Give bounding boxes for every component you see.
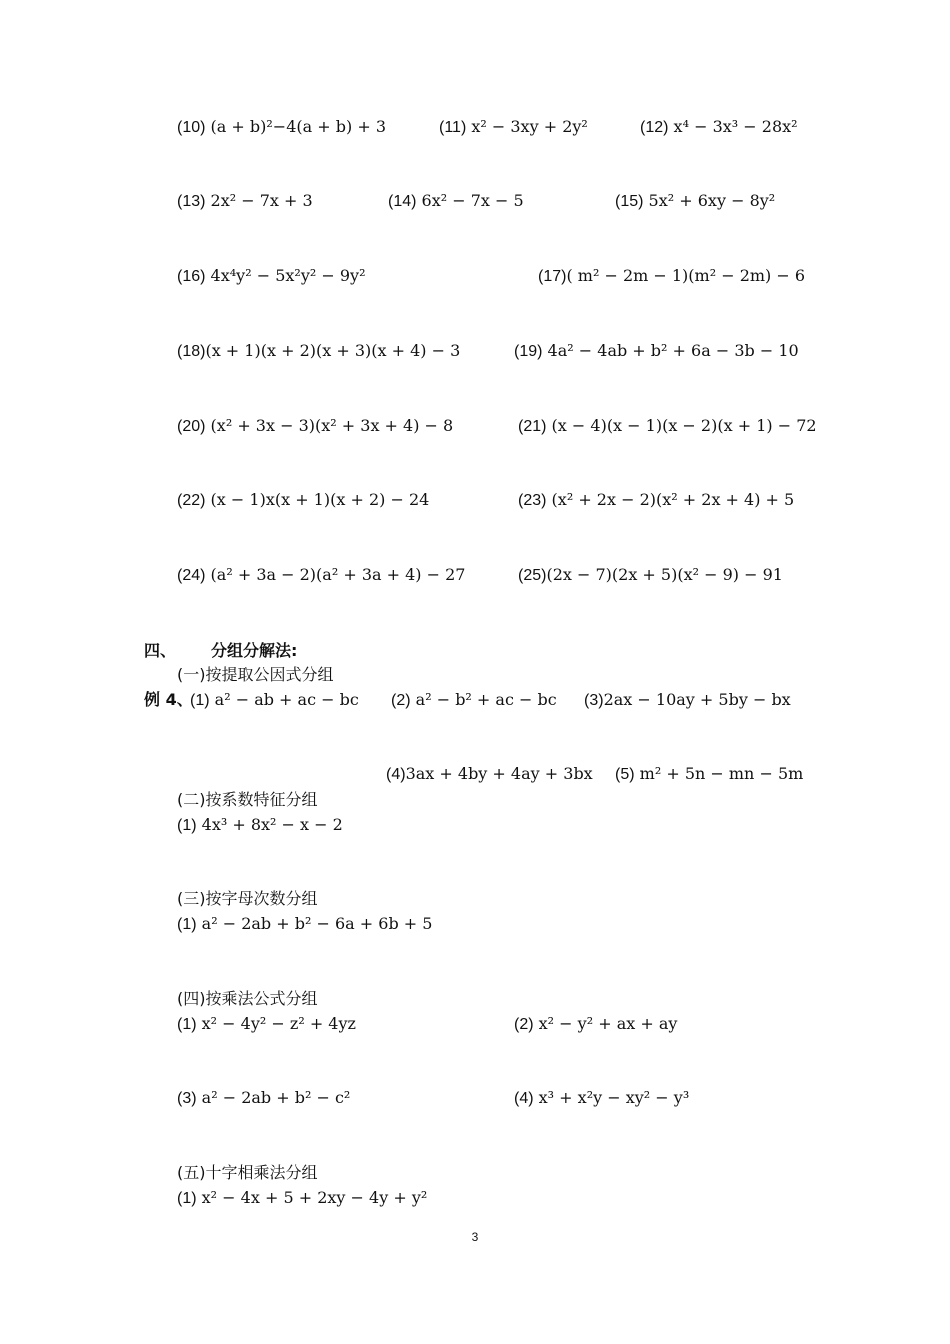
problem-expression: 2ax − 10ay + 5by − bx xyxy=(603,690,791,709)
problem-expression: 3ax + 4by + 4ay + 3bx xyxy=(405,764,593,783)
problem-label: (25) xyxy=(518,567,547,584)
problem-23 xyxy=(518,490,794,511)
problem-expression: (x − 1)x(x + 1)(x + 2) − 24 xyxy=(210,490,430,509)
problem-expression: a² − ab + ac − bc xyxy=(214,690,359,709)
subsection-5-problem-1 xyxy=(177,1188,427,1209)
problem-12 xyxy=(640,117,798,138)
example-4-5 xyxy=(615,764,803,785)
problem-label: (20) xyxy=(177,418,206,435)
problem-expression: 4x⁴y² − 5x²y² − 9y² xyxy=(210,266,366,285)
problem-label: (1) xyxy=(177,916,197,933)
section-4-number: 四、 xyxy=(144,641,177,660)
problem-expression: 2x² − 7x + 3 xyxy=(210,191,313,210)
problem-20 xyxy=(177,416,453,437)
problem-label: (18) xyxy=(177,343,206,360)
problem-expression: a² − 2ab + b² − c² xyxy=(201,1088,351,1107)
example-4-3 xyxy=(584,690,791,711)
problem-expression: 5x² + 6xy − 8y² xyxy=(648,191,776,210)
problem-label: (21) xyxy=(518,418,547,435)
problem-expression: a² − b² + ac − bc xyxy=(415,690,557,709)
problem-15 xyxy=(615,191,775,212)
problem-11 xyxy=(439,117,588,138)
problem-expression: (a + b)²−4(a + b) + 3 xyxy=(210,117,386,136)
example-4-4 xyxy=(386,764,593,785)
problem-label: (1) xyxy=(177,1190,197,1207)
problem-expression: x⁴ − 3x³ − 28x² xyxy=(673,117,798,136)
problem-21 xyxy=(518,416,817,437)
problem-24 xyxy=(177,565,465,586)
problem-label: (5) xyxy=(615,766,635,783)
problem-10 xyxy=(177,117,386,138)
problem-label: (23) xyxy=(518,492,547,509)
problem-label: (12) xyxy=(640,119,669,136)
subsection-5-title: (五)十字相乘法分组 xyxy=(177,1163,318,1182)
problem-expression: 4x³ + 8x² − x − 2 xyxy=(201,815,343,834)
problem-expression: 4a² − 4ab + b² + 6a − 3b − 10 xyxy=(547,341,799,360)
problem-18 xyxy=(177,341,460,362)
problem-label: (17) xyxy=(538,268,567,285)
problem-label: (13) xyxy=(177,193,206,210)
problem-label: (16) xyxy=(177,268,206,285)
problem-label: (1) xyxy=(190,692,210,709)
problem-label: (4) xyxy=(386,766,406,783)
subsection-3-title: (三)按字母次数分组 xyxy=(177,889,318,908)
problem-label: (14) xyxy=(388,193,417,210)
problem-label: (3) xyxy=(177,1090,197,1107)
problem-label: (1) xyxy=(177,817,197,834)
problem-expression: x³ + x²y − xy² − y³ xyxy=(538,1088,690,1107)
problem-label: (15) xyxy=(615,193,644,210)
problem-22 xyxy=(177,490,429,511)
subsection-3-problem-1 xyxy=(177,914,432,935)
problem-25 xyxy=(518,565,783,586)
subsection-1-title: (一)按提取公因式分组 xyxy=(177,665,334,684)
problem-label: (24) xyxy=(177,567,206,584)
problem-19 xyxy=(514,341,799,362)
problem-expression: (a² + 3a − 2)(a² + 3a + 4) − 27 xyxy=(210,565,466,584)
subsection-4-problem-3 xyxy=(177,1088,350,1109)
problem-expression: m² + 5n − mn − 5m xyxy=(639,764,804,783)
problem-expression: x² − y² + ax + ay xyxy=(538,1014,678,1033)
subsection-4-problem-4 xyxy=(514,1088,689,1109)
problem-expression: (x² + 2x − 2)(x² + 2x + 4) + 5 xyxy=(551,490,795,509)
subsection-2-title: (二)按系数特征分组 xyxy=(177,790,318,809)
problem-expression: ( m² − 2m − 1)(m² − 2m) − 6 xyxy=(566,266,806,285)
problem-label: (22) xyxy=(177,492,206,509)
problem-16 xyxy=(177,266,365,287)
problem-label: (1) xyxy=(177,1016,197,1033)
subsection-4-problem-1 xyxy=(177,1014,356,1035)
problem-expression: a² − 2ab + b² − 6a + 6b + 5 xyxy=(201,914,433,933)
problem-label: (11) xyxy=(439,119,467,136)
problem-expression: 6x² − 7x − 5 xyxy=(421,191,524,210)
problem-label: (2) xyxy=(514,1016,534,1033)
problem-expression: x² − 4y² − z² + 4yz xyxy=(201,1014,356,1033)
problem-14 xyxy=(388,191,524,212)
problem-expression: (x − 4)(x − 1)(x − 2)(x + 1) − 72 xyxy=(551,416,817,435)
problem-expression: x² − 3xy + 2y² xyxy=(471,117,588,136)
problem-label: (10) xyxy=(177,119,206,136)
subsection-4-title: (四)按乘法公式分组 xyxy=(177,989,318,1008)
problem-expression: x² − 4x + 5 + 2xy − 4y + y² xyxy=(201,1188,428,1207)
problem-label: (4) xyxy=(514,1090,534,1107)
problem-expression: (x² + 3x − 3)(x² + 3x + 4) − 8 xyxy=(210,416,454,435)
example-4-1 xyxy=(190,690,359,711)
problem-expression: (2x − 7)(2x + 5)(x² − 9) − 91 xyxy=(546,565,783,584)
problem-expression: (x + 1)(x + 2)(x + 3)(x + 4) − 3 xyxy=(205,341,461,360)
example-4-2 xyxy=(391,690,557,711)
problem-label: (3) xyxy=(584,692,604,709)
subsection-4-problem-2 xyxy=(514,1014,677,1035)
problem-17 xyxy=(538,266,805,287)
subsection-2-problem-1 xyxy=(177,815,343,836)
example-4-label: 例 4、 xyxy=(144,690,193,709)
page-number: 3 xyxy=(471,1230,479,1244)
problem-13 xyxy=(177,191,313,212)
section-4-title: 分组分解法: xyxy=(211,641,298,660)
problem-label: (2) xyxy=(391,692,411,709)
problem-label: (19) xyxy=(514,343,543,360)
